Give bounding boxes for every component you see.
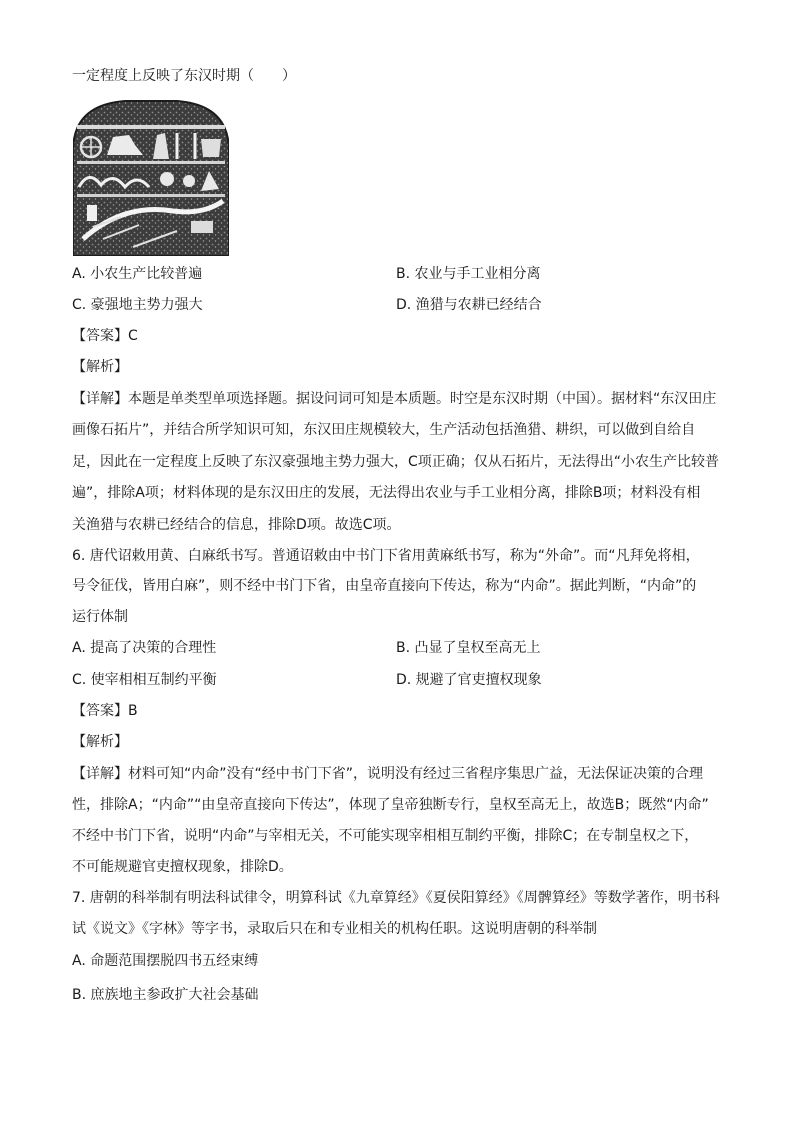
- q5-analysis-label: 【解析】: [72, 359, 128, 375]
- q5-option-a: A. 小农生产比较普遍: [72, 266, 203, 282]
- q6-stem-line-2: 号令征伐，皆用白麻”，则不经中书门下省，由皇帝直接向下传达，称为“内命”。据此判断，“内命”的: [72, 578, 697, 594]
- q6-detail-line-3: 不经中书门下省，说明“内命”与宰相无关，不可能实现宰相相互制约平衡，排除C；在专制皇权之下，: [72, 828, 699, 844]
- q7-option-b: B. 庶族地主参政扩大社会基础: [72, 987, 259, 1003]
- q6-stem-line-1: 6. 唐代诏敕用黄、白麻纸书写。普通诏敕由中书门下省用黄麻纸书写，称为“外命”。而“凡拜免将相，: [72, 548, 700, 564]
- q7-stem-line-2: 试《说文》《字林》等字书，录取后只在和专业相关的机构任职。这说明唐朝的科举制: [72, 921, 597, 937]
- q6-analysis-label: 【解析】: [72, 734, 128, 750]
- q6-answer: 【答案】B: [72, 703, 138, 719]
- q6-option-a: A. 提高了决策的合理性: [72, 640, 217, 656]
- q7-stem-line-1: 7. 唐朝的科举制有明法科试律令，明算科试《九章算经》《夏侯阳算经》《周髀算经》等数学著作，明书科: [72, 890, 720, 906]
- q5-answer: 【答案】C: [72, 328, 138, 344]
- q6-detail-line-1: 【详解】材料可知“内命”没有“经中书门下省”，说明没有经过三省程序集思广益，无法保证决策的合理: [72, 766, 704, 782]
- q5-option-b: B. 农业与手工业相分离: [396, 266, 541, 282]
- q5-detail-line-2: 画像石拓片”，并结合所学知识可知，东汉田庄规模较大，生产活动包括渔猎、耕织，可以做到自给自: [72, 422, 696, 438]
- q5-option-c: C. 豪强地主势力强大: [72, 297, 203, 313]
- q5-option-d: D. 渔猎与农耕已经结合: [396, 297, 542, 313]
- q6-stem-line-3: 运行体制: [72, 609, 128, 625]
- q6-option-b: B. 凸显了皇权至高无上: [396, 640, 541, 656]
- q5-stem-tail: 一定程度上反映了东汉时期（ ）: [72, 68, 296, 84]
- q5-detail-line-1: 【详解】本题是单类型单项选择题。据设问词可知是本质题。时空是东汉时期（中国）。据材料“东汉田庄: [72, 391, 717, 407]
- q5-detail-line-5: 关渔猎与农耕已经结合的信息，排除D项。故选C项。: [72, 517, 401, 533]
- q6-detail-line-4: 不可能规避官吏擅权现象，排除D。: [72, 859, 293, 875]
- q6-detail-line-2: 性，排除A；“内命”“由皇帝直接向下传达”，体现了皇帝独断专行，皇权至高无上，故选B；既然“内命”: [72, 797, 709, 813]
- stone-relief-rubbing-icon: [73, 99, 229, 256]
- q7-option-a: A. 命题范围摆脱四书五经束缚: [72, 953, 259, 969]
- q6-option-c: C. 使宰相相互制约平衡: [72, 672, 217, 688]
- q5-detail-line-3: 足，因此在一定程度上反映了东汉豪强地主势力强大，C项正确；仅从石拓片，无法得出“小农生产比较普: [72, 454, 720, 470]
- q5-detail-line-4: 遍”，排除A项；材料体现的是东汉田庄的发展，无法得出农业与手工业相分离，排除B项；材料没有相: [72, 485, 701, 501]
- q6-option-d: D. 规避了官吏擅权现象: [396, 672, 542, 688]
